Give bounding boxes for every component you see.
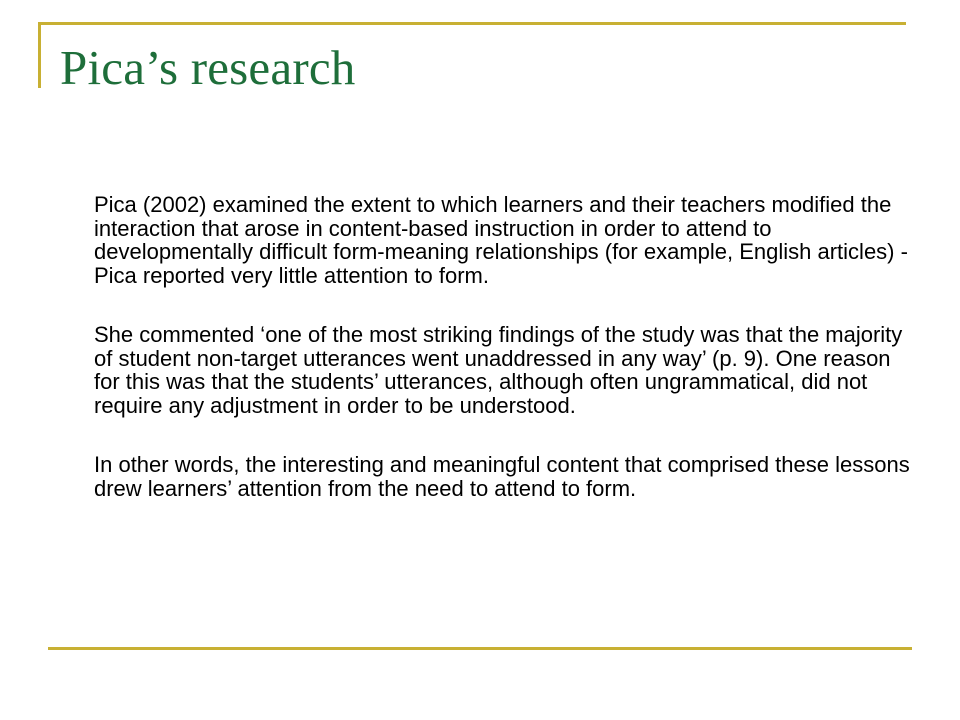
slide-body bbox=[94, 193, 914, 536]
slide-title: Pica’s research bbox=[60, 40, 356, 95]
paragraph-3: In other words, the interesting and meaningful content that comprised these lessons drew learners’ attention from the need to attend to form. bbox=[94, 452, 910, 501]
bottom-border-line bbox=[48, 647, 912, 650]
paragraph-2: She commented ‘one of the most striking findings of the study was that the majority of student non-target utterances went unaddressed in any way’ (p. 9). One reason for this was that the students’ utterances, although often ungrammatical, did not require any adjustment in order to be understood. bbox=[94, 322, 903, 418]
top-border-line bbox=[38, 22, 906, 25]
paragraph-1: Pica (2002) examined the extent to which learners and their teachers modified the interaction that arose in content-based instruction in order to attend to developmentally difficult form-meaning relationships (for example, English articles) - Pica reported very little attention to form. bbox=[94, 192, 908, 288]
left-border-line bbox=[38, 22, 41, 88]
